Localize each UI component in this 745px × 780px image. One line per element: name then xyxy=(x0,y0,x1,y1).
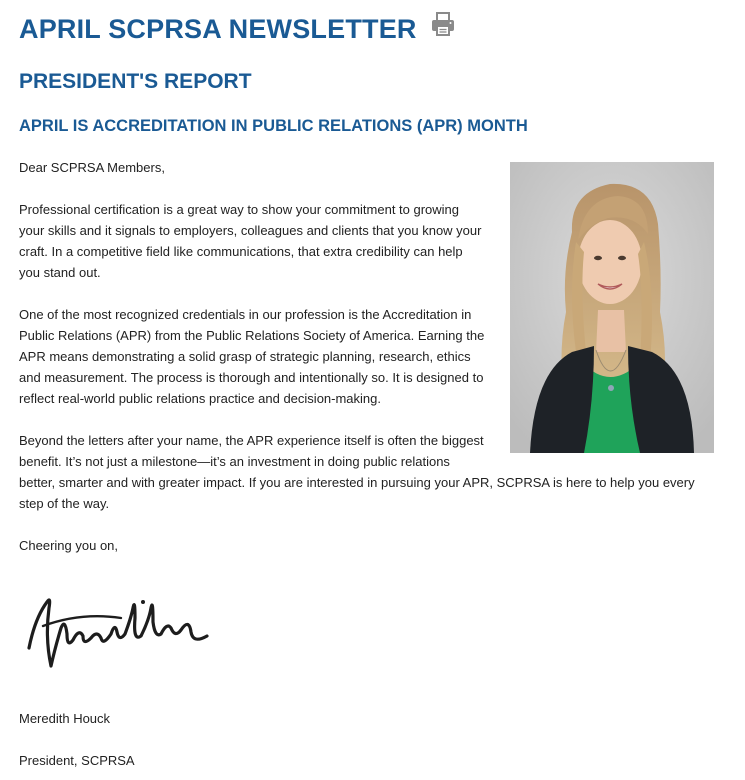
paragraph-2 xyxy=(19,304,484,409)
newsletter-title xyxy=(19,14,456,47)
paragraph-1 xyxy=(19,199,481,283)
paragraph-2-line: reflect real-world public relations practice and decision-making. xyxy=(19,391,382,406)
paragraph-1-line: you stand out. xyxy=(19,265,101,280)
paragraph-2-line: APR means demonstrating a solid grasp of strategic planning, research, ethics xyxy=(19,349,471,364)
author-name: Meredith Houck xyxy=(19,711,111,726)
article-heading: APRIL IS ACCREDITATION IN PUBLIC RELATIONS (APR) MONTH xyxy=(19,117,528,135)
paragraph-1-line: craft. In a competitive field like communications, that extra credibility can help xyxy=(19,244,463,259)
paragraph-2-line: Public Relations (APR) from the Public Relations Society of America. Earning the xyxy=(19,328,485,343)
paragraph-3-line: benefit. It’s not just a milestone—it’s an investment in doing public relations xyxy=(19,454,450,469)
paragraph-2-line: One of the most recognized credentials in our profession is the Accreditation in xyxy=(19,307,472,322)
president-photo xyxy=(510,162,714,453)
paragraph-3-line: step of the way. xyxy=(19,496,110,511)
paragraph-1-line: your skills and it signals to employers, colleagues and clients that you know your xyxy=(19,223,482,238)
paragraph-1-line: Professional certification is a great way to show your commitment to growing xyxy=(19,202,460,217)
paragraph-2-line: and measurement. The process is thorough and intentionally so. It is designed to xyxy=(19,370,484,385)
greeting: Dear SCPRSA Members, xyxy=(19,160,165,175)
paragraph-3 xyxy=(19,430,695,514)
section-title: PRESIDENT'S REPORT xyxy=(19,70,252,93)
newsletter-title-text: APRIL SCPRSA NEWSLETTER xyxy=(19,14,417,44)
printer-icon[interactable] xyxy=(430,11,456,44)
paragraph-3-line: better, smarter and with greater impact. If you are interested in pursuing your APR, SCPRSA is here to help you every xyxy=(19,475,695,490)
paragraph-3-line: Beyond the letters after your name, the APR experience itself is often the biggest xyxy=(19,433,484,448)
signature-image xyxy=(21,578,221,683)
closing-line: Cheering you on, xyxy=(19,538,119,553)
author-role: President, SCPRSA xyxy=(19,753,135,768)
